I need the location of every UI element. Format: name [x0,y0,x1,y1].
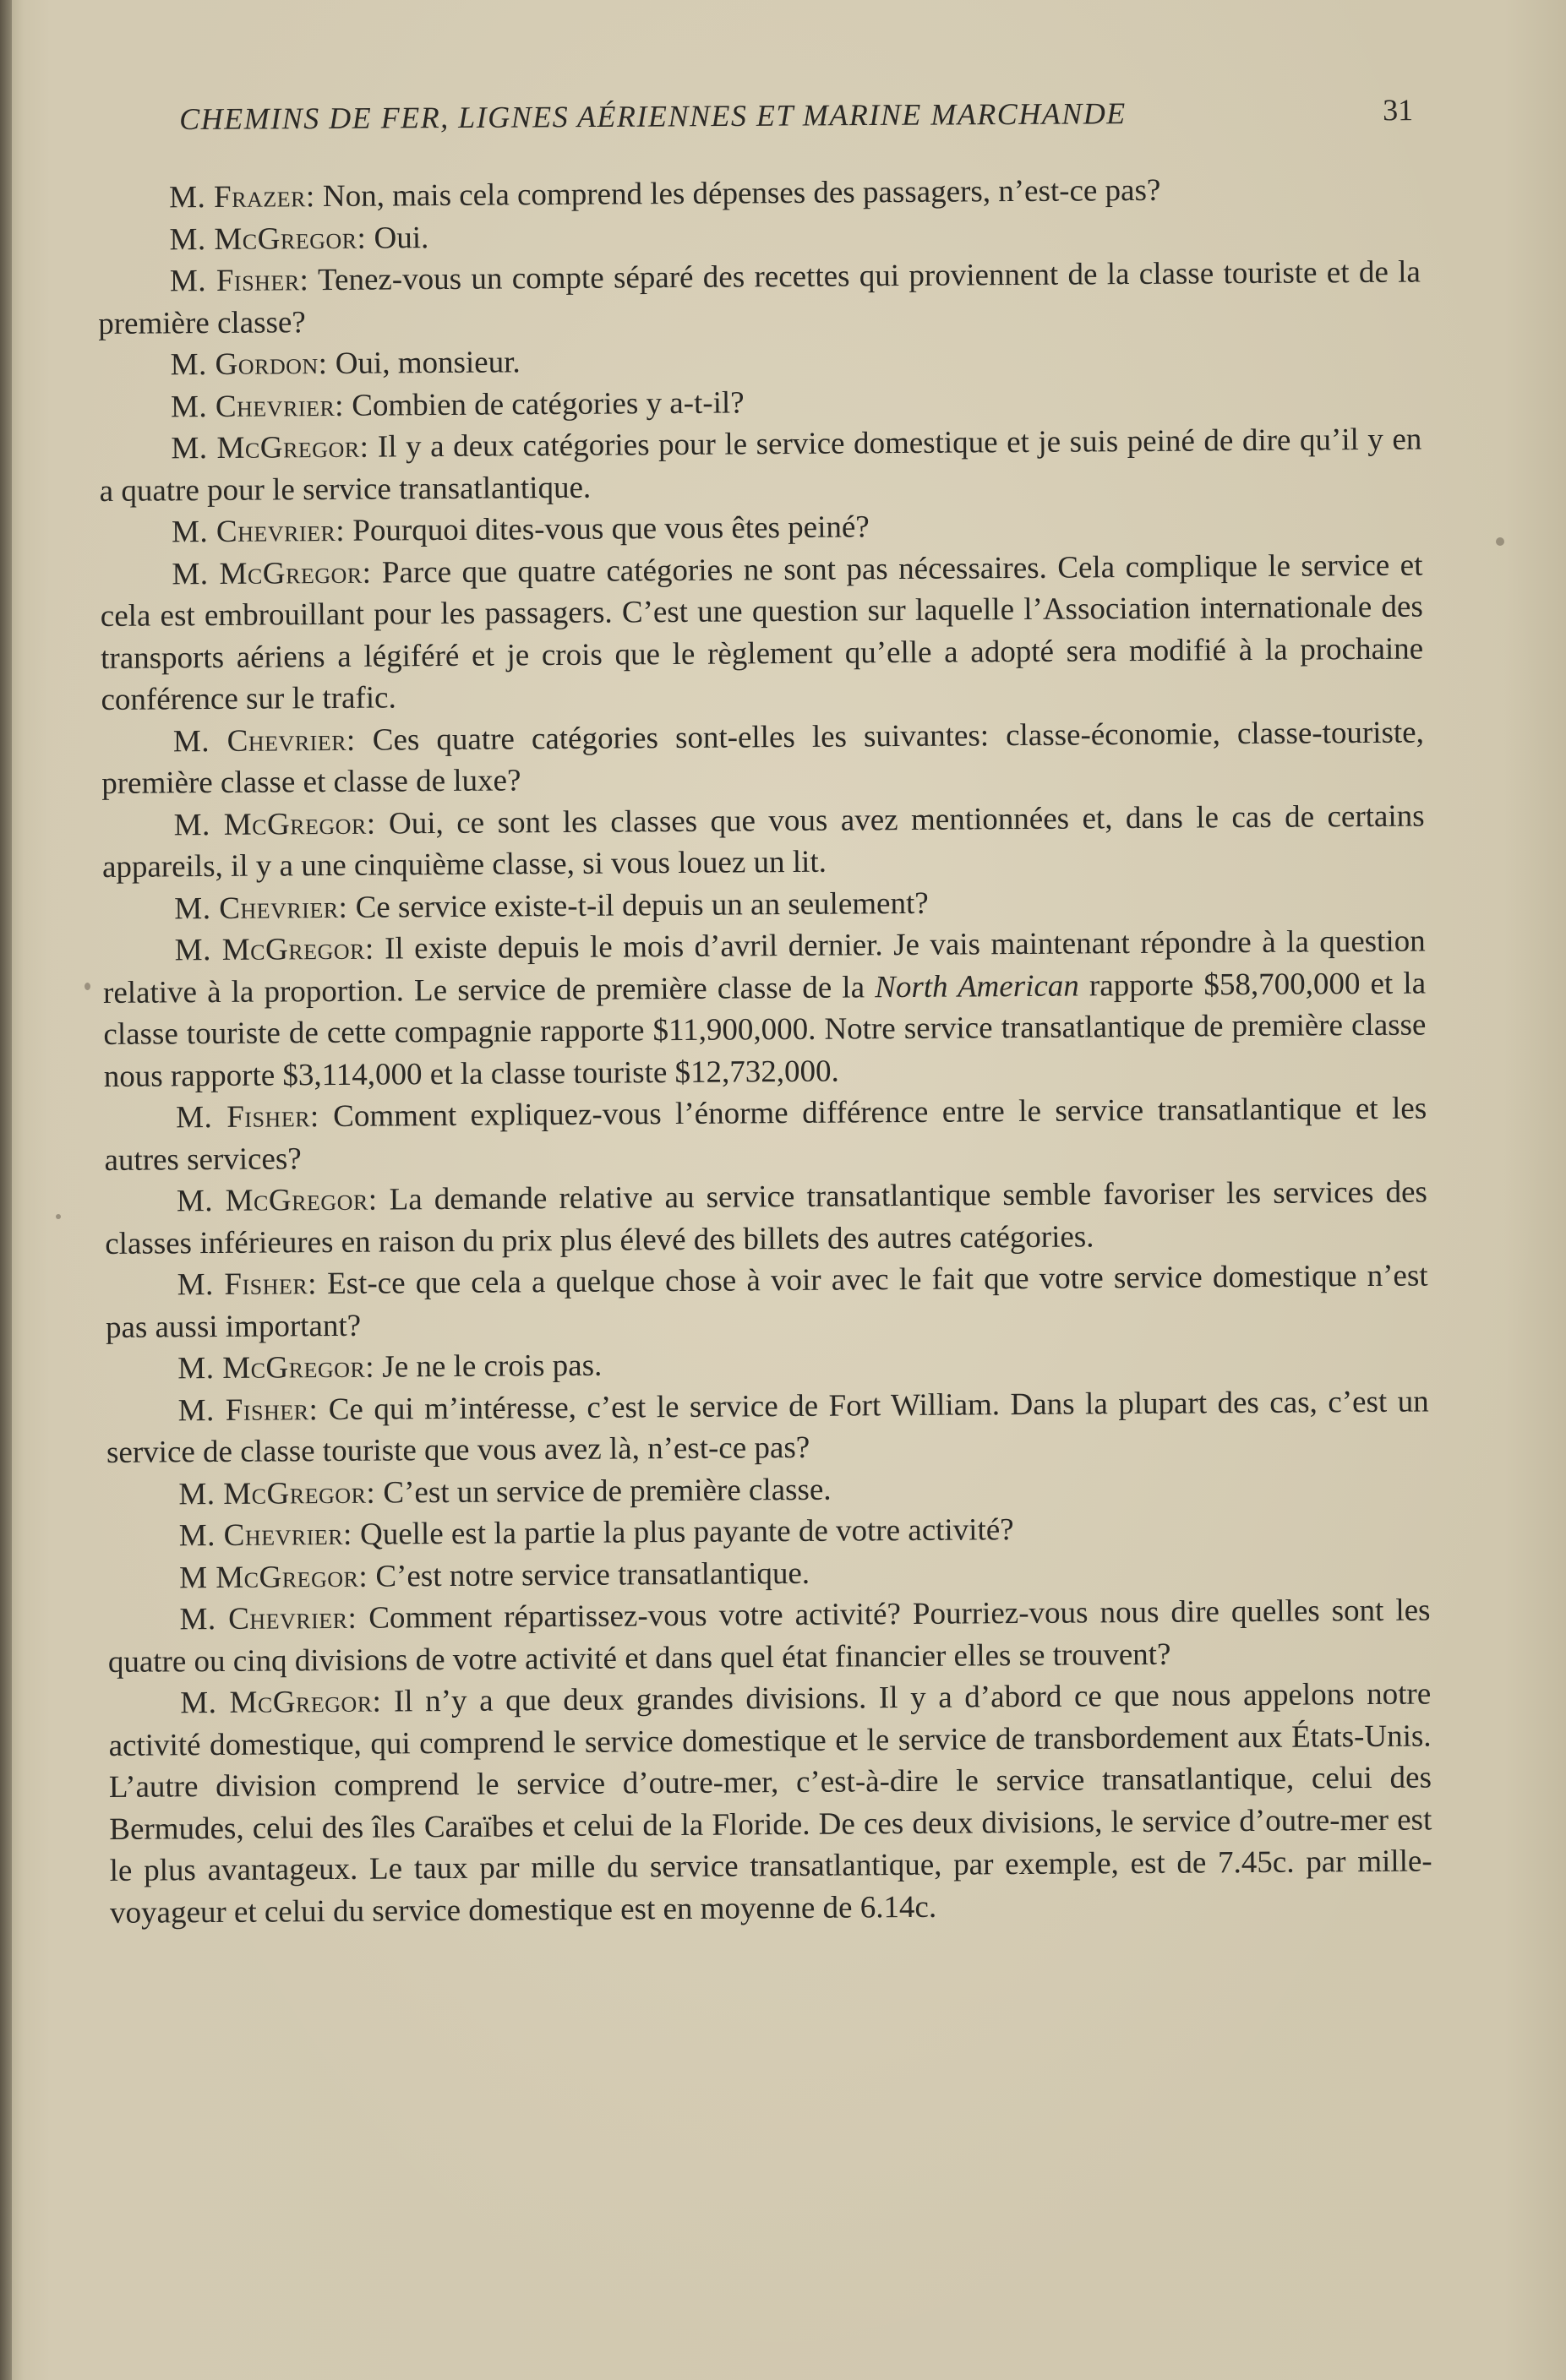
speech-text: Comment répartissez-vous votre activité? Pourriez-vous nous dire quelles sont les quatre ou cinq divisions de votre activité et dans quel état financier elles se trouvent? [107,1593,1431,1680]
speech-text: Comment expliquez-vous l’énorme différence entre le service transatlantique et les autres services? [104,1091,1427,1178]
speaker-name: M. Fisher: [176,1099,319,1136]
paragraph [108,1673,1432,1933]
page-number: 31 [1383,93,1414,128]
paper-speck [85,983,90,990]
speaker-name: M. Chevrier: [172,722,356,759]
page-gutter [0,0,12,2380]
speaker-name: M. Fisher: [177,1392,319,1428]
paper-speck [1496,537,1504,546]
speech-text: Pourquoi dites-vous que vous êtes peiné? [344,509,870,548]
speech-text: Quelle est la partie la plus payante de votre activité? [352,1512,1014,1552]
speech-text: Ce service existe-t-il depuis un an seulement? [347,885,929,925]
speech-text: Oui, ce sont les classes que vous avez mentionnées et, dans le cas de certains appareils, il y a une cinquième classe, si vous louez un lit. [101,798,1425,885]
paragraph [99,419,1422,512]
speaker-name: M. Chevrier: [170,388,345,424]
paragraph [104,1087,1427,1180]
paragraph [107,1589,1431,1682]
speaker-name: M. Gordon: [170,346,328,383]
page-header [179,85,1413,144]
speaker-name: M. Chevrier: [178,1517,352,1554]
speech-text: Ces quatre catégories sont-elles les suivantes: classe-économie, classe-touriste, première classe et classe de luxe? [101,715,1425,801]
paragraph [105,1255,1428,1348]
speaker-name: M. Chevrier: [179,1600,357,1637]
paragraph [103,921,1427,1097]
paragraph [106,1381,1430,1473]
speaker-name: M. Fisher: [169,263,309,299]
speech-text: Il existe depuis le mois d’avril dernier. Je vais maintenant répondre à la question relative à la proportion. Le service de première classe de la [102,923,1426,1010]
speaker-name: M. McGregor: [176,1182,378,1219]
paragraph [105,1171,1428,1264]
speaker-name: M. Fisher: [177,1266,318,1303]
paragraph [98,252,1421,345]
speaker-name: M. McGregor: [169,221,367,257]
speech-text-continued: rapporte $58,700,000 et la classe touriste de cette compagnie rapporte $11,900,000. Notre service transatlantique de première classe nous rapporte $3,114,000 et la classe touriste $12,732,000. [103,966,1427,1094]
speaker-name: M. McGregor: [174,931,374,968]
speech-text: Il y a deux catégories pour le service domestique et je suis peiné de dire qu’il y en a quatre pour le service transatlantique. [99,422,1422,509]
speaker-name: M McGregor: [179,1559,368,1595]
paragraph [101,711,1425,804]
transcript-body [97,168,1432,1934]
speech-text: Oui. [366,220,429,256]
speaker-name: M. McGregor: [177,1349,375,1386]
paragraph [100,544,1423,721]
speaker-name: M. McGregor: [171,429,369,466]
speech-text: C’est un service de première classe. [375,1472,832,1511]
speaker-name: M. McGregor: [173,806,376,842]
italic-company-name: North American [875,968,1079,1005]
speech-text: Tenez-vous un compte séparé des recettes qui proviennent de la classe touriste et de la première classe? [98,254,1421,341]
speech-text: Parce que quatre catégories ne sont pas nécessaires. Cela complique le service et cela est embrouillant pour les passagers. C’est une question sur laquelle l’Association internationale des transports aériens a légiféré et je crois que le règlement qu’elle a adopté sera modifié à la prochaine conférence sur le trafic. [100,547,1424,717]
speech-text: Oui, monsieur. [327,345,521,382]
speech-text: Combien de catégories y a-t-il? [343,384,745,423]
running-head: CHEMINS DE FER, LIGNES AÉRIENNES ET MARINE MARCHANDE [179,96,1127,136]
speech-text: Il n’y a que deux grandes divisions. Il y a d’abord ce que nous appelons notre activité domestique, qui comprend le service domestique et le service de transbordement aux États-Unis. L’autre division comprend le service d’outre-mer, c’est-à-dire le service transatlantique, celui des Bermudes, celui des îles Caraïbes et celui de la Floride. De ces deux divisions, le service d’outre-mer est le plus avantageux. Le taux par mille du service transatlantique, par exemple, est de 7.45c. par mille-voyageur et celui du service domestique est en moyenne de 6.14c. [108,1676,1432,1931]
paper-speck [56,1214,61,1219]
paragraph [101,795,1425,888]
speaker-name: M. McGregor: [172,555,372,591]
speaker-name: M. Frazer: [169,179,315,215]
speech-text: Est-ce que cela a quelque chose à voir avec le fait que votre service domestique n’est pas aussi important? [105,1258,1428,1345]
speech-text: Non, mais cela comprend les dépenses des passagers, n’est-ce pas? [314,172,1161,215]
speaker-name: M. Chevrier: [171,513,346,550]
speech-text: Ce qui m’intéresse, c’est le service de Fort William. Dans la plupart des cas, c’est un service de classe touriste que vous avez là, n’est-ce pas? [106,1383,1429,1470]
speaker-name: M. McGregor: [178,1475,376,1511]
speech-text: La demande relative au service transatlantique semble favoriser les services des classes inférieures en raison du prix plus élevé des billets des autres catégories. [105,1174,1428,1261]
speaker-name: M. Chevrier: [174,890,348,926]
speech-text: Je ne le crois pas. [374,1348,603,1385]
speech-text: C’est notre service transatlantique. [368,1555,810,1594]
speaker-name: M. McGregor: [180,1684,382,1721]
